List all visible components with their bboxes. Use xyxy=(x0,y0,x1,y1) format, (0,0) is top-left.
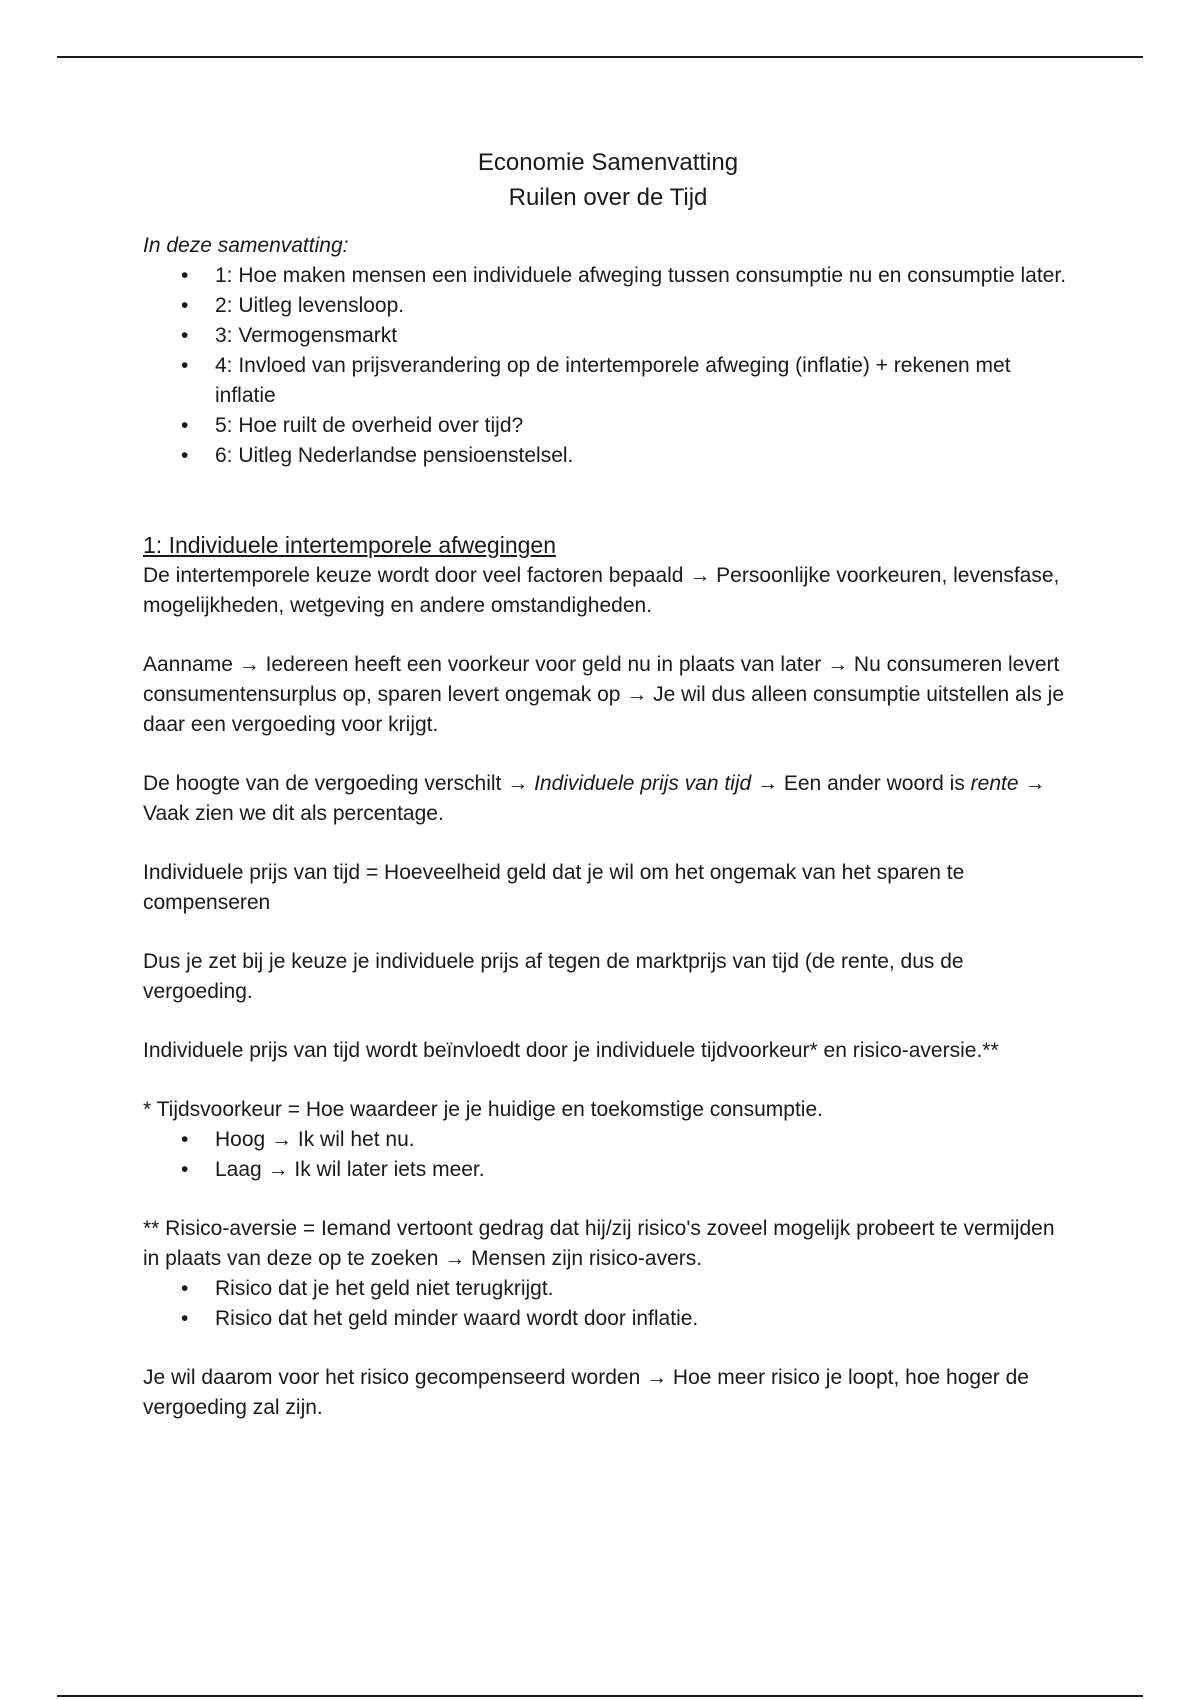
intro-list xyxy=(143,261,1073,471)
term-individual-time-price: Individuele prijs van tijd xyxy=(534,772,752,795)
list-item: • 4: Invloed van prijsverandering op de intertemporele afweging (inflatie) + rekenen met inflatie xyxy=(215,351,1073,411)
document-subtitle: Ruilen over de Tijd xyxy=(508,184,708,211)
footnote-risico-aversie: ** Risico-aversie = Iemand vertoont gedrag dat hij/zij risico's zoveel mogelijk probeert te vermijden in plaats van deze op te zoeken → Mensen zijn risico-avers. xyxy=(143,1217,1055,1270)
document-title: Economie Samenvatting xyxy=(477,149,739,176)
paragraph: Je wil daarom voor het risico gecompenseerd worden → Hoe meer risico je loopt, hoe hoger de vergoeding zal zijn. xyxy=(143,1366,1029,1419)
top-rule xyxy=(57,56,1143,58)
list-item: • Risico dat je het geld niet terugkrijgt. xyxy=(215,1274,1073,1304)
paragraph: Individuele prijs van tijd wordt beïnvloedt door je individuele tijdvoorkeur* en risico-aversie.** xyxy=(143,1039,999,1062)
list-item: • 5: Hoe ruilt de overheid over tijd? xyxy=(215,411,1073,441)
paragraph: De intertemporele keuze wordt door veel factoren bepaald → Persoonlijke voorkeuren, levensfase, mogelijkheden, wetgeving en andere omstandigheden. xyxy=(143,564,1060,617)
list-item: • 1: Hoe maken mensen een individuele afweging tussen consumptie nu en consumptie later. xyxy=(215,261,1073,291)
list-item: • Hoog → Ik wil het nu. xyxy=(215,1125,1073,1155)
term-rente: rente xyxy=(970,772,1019,795)
intro-label: In deze samenvatting: xyxy=(143,234,349,257)
list-item: • Risico dat het geld minder waard wordt door inflatie. xyxy=(215,1304,1073,1334)
list-item: • 6: Uitleg Nederlandse pensioenstelsel. xyxy=(215,441,1073,471)
list-item: • Laag → Ik wil later iets meer. xyxy=(215,1155,1073,1185)
list-item: • 3: Vermogensmarkt xyxy=(215,321,1073,351)
list-item: • 2: Uitleg levensloop. xyxy=(215,291,1073,321)
paragraph: Aanname → Iedereen heeft een voorkeur voor geld nu in plaats van later → Nu consumeren levert consumentensurplus op, sparen levert ongemak op → Je wil dus alleen consumptie uitstellen als je daar een vergoeding voor krijgt. xyxy=(143,653,1065,736)
bottom-rule xyxy=(57,1695,1143,1697)
paragraph: Individuele prijs van tijd = Hoeveelheid geld dat je wil om het ongemak van het sparen te compenseren xyxy=(143,861,965,914)
footnote-tijdsvoorkeur: * Tijdsvoorkeur = Hoe waardeer je je huidige en toekomstige consumptie. xyxy=(143,1098,823,1121)
tijdsvoorkeur-list xyxy=(143,1125,1073,1185)
paragraph: De hoogte van de vergoeding verschilt → Individuele prijs van tijd → Een ander woord is rente → Vaak zien we dit als percentage. xyxy=(143,772,1046,825)
paragraph: Dus je zet bij je keuze je individuele prijs af tegen de marktprijs van tijd (de rente, dus de vergoeding. xyxy=(143,950,964,1003)
section-heading: 1: Individuele intertemporele afwegingen xyxy=(143,532,556,558)
document-body xyxy=(143,145,1073,1423)
risico-list xyxy=(143,1274,1073,1334)
